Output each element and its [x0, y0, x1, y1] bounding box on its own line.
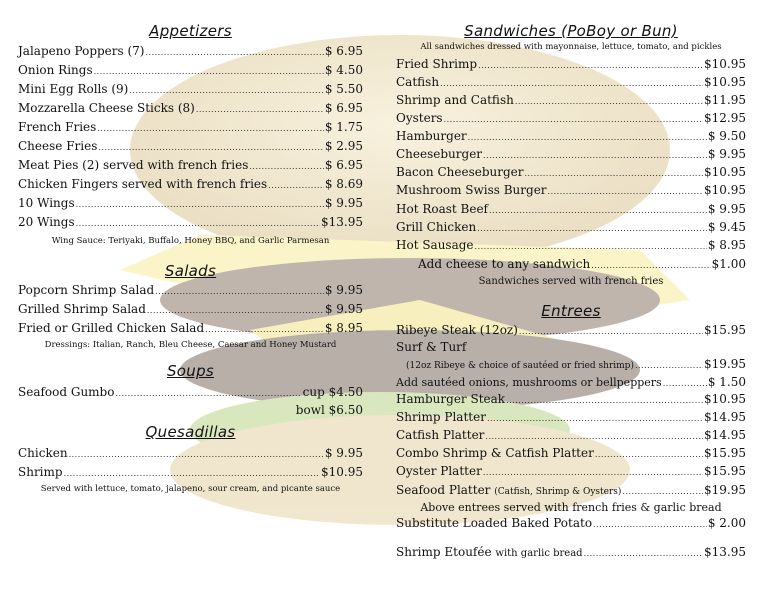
menu-item: Shrimp Platter ..... $14.95: [396, 410, 746, 425]
salads-heading: Salads: [164, 262, 217, 280]
sandwiches-subtitle: All sandwiches dressed with mayonnaise, lettuce, tomato, and pickles: [420, 42, 722, 52]
wing-sauce-note: Wing Sauce: Teriyaki, Buffalo, Honey BBQ, and Garlic Parmesan: [51, 236, 330, 246]
menu-item: Meat Pies (2) served with french fries ..... $ 6.95: [18, 158, 363, 173]
menu-item: Hamburger ..... $ 9.50: [396, 129, 746, 144]
entrees-note: Above entrees served with french fries & garlic bread: [420, 501, 722, 514]
menu-item-gumbo: Seafood Gumbo ..... cup $4.50: [18, 385, 363, 400]
menu-item: Oysters ..... $12.95: [396, 111, 746, 126]
sandwiches-heading: Sandwiches (PoBoy or Bun): [464, 22, 678, 40]
menu-item: Catfish ..... $10.95: [396, 75, 746, 90]
soups-heading: Soups: [166, 362, 215, 380]
menu-item-baked-potato: Substitute Loaded Baked Potato ..... $ 2.00: [396, 516, 746, 531]
gumbo-bowl-price: bowl $6.50: [295, 403, 363, 417]
dressings-note: Dressings: Italian, Ranch, Bleu Cheese, Caesar and Honey Mustard: [44, 340, 337, 350]
menu-item: Onion Rings ..... $ 4.50: [18, 63, 363, 78]
menu-item-ribeye: Ribeye Steak (12oz) ..... $15.95: [396, 323, 746, 338]
appetizers-heading: Appetizers: [149, 22, 232, 40]
menu-item: French Fries ..... $ 1.75: [18, 120, 363, 135]
quesadillas-note: Served with lettuce, tomato, jalapeno, sour cream, and picante sauce: [40, 484, 341, 494]
menu-item: Hamburger Steak ..... $10.95: [396, 392, 746, 407]
sandwiches-note: Sandwiches served with french fries: [478, 276, 664, 287]
menu-item-surf-turf: (12oz Ribeye & choice of sautéed or fried shrimp) ..... $19.95: [406, 357, 746, 372]
menu-item-etouffee: Shrimp Etoufée with garlic bread ..... $13.95: [396, 545, 746, 560]
menu-item: Combo Shrimp & Catfish Platter ..... $15.95: [396, 446, 746, 461]
menu-item: Mozzarella Cheese Sticks (8) ..... $ 6.95: [18, 101, 363, 116]
menu-item: Catfish Platter ..... $14.95: [396, 428, 746, 443]
menu-item: Chicken ..... $ 9.95: [18, 446, 363, 461]
menu-item: Fried Shrimp ..... $10.95: [396, 57, 746, 72]
menu-item: Jalapeno Poppers (7) ..... $ 6.95: [18, 44, 363, 59]
menu-item: Oyster Platter ..... $15.95: [396, 464, 746, 479]
menu-item: Grilled Shrimp Salad ..... $ 9.95: [18, 302, 363, 317]
menu-item: 10 Wings ..... $ 9.95: [18, 196, 363, 211]
menu-item: 20 Wings ..... $13.95: [18, 215, 363, 230]
sauteed-addon-row: Add sautéed onions, mushrooms or bellpeppers ..... $ 1.50: [396, 375, 746, 390]
menu-item: Cheese Fries ..... $ 2.95: [18, 139, 363, 154]
menu-item: Chicken Fingers served with french fries ..... $ 8.69: [18, 177, 363, 192]
surf-turf-name: Surf & Turf: [396, 340, 467, 354]
add-cheese-row: Add cheese to any sandwich ..... $1.00: [418, 257, 746, 272]
quesadillas-heading: Quesadillas: [145, 423, 236, 441]
menu-item: Mini Egg Rolls (9) ..... $ 5.50: [18, 82, 363, 97]
menu-item: Bacon Cheeseburger ..... $10.95: [396, 165, 746, 180]
menu-item: Hot Sausage ..... $ 8.95: [396, 238, 746, 253]
menu-item: Fried or Grilled Chicken Salad ..... $ 8.95: [18, 321, 363, 336]
menu-item: Popcorn Shrimp Salad ..... $ 9.95: [18, 283, 363, 298]
menu-item: Grill Chicken ..... $ 9.45: [396, 220, 746, 235]
menu-item: Shrimp ..... $10.95: [18, 465, 363, 480]
menu-item: Hot Roast Beef ..... $ 9.95: [396, 202, 746, 217]
menu-item: Mushroom Swiss Burger ..... $10.95: [396, 183, 746, 198]
menu-item: Cheeseburger ..... $ 9.95: [396, 147, 746, 162]
entrees-heading: Entrees: [541, 302, 601, 320]
menu-item-seafood-platter: Seafood Platter (Catfish, Shrimp & Oysters) ..... $19.95: [396, 483, 746, 498]
menu-item: Shrimp and Catfish ..... $11.95: [396, 93, 746, 108]
